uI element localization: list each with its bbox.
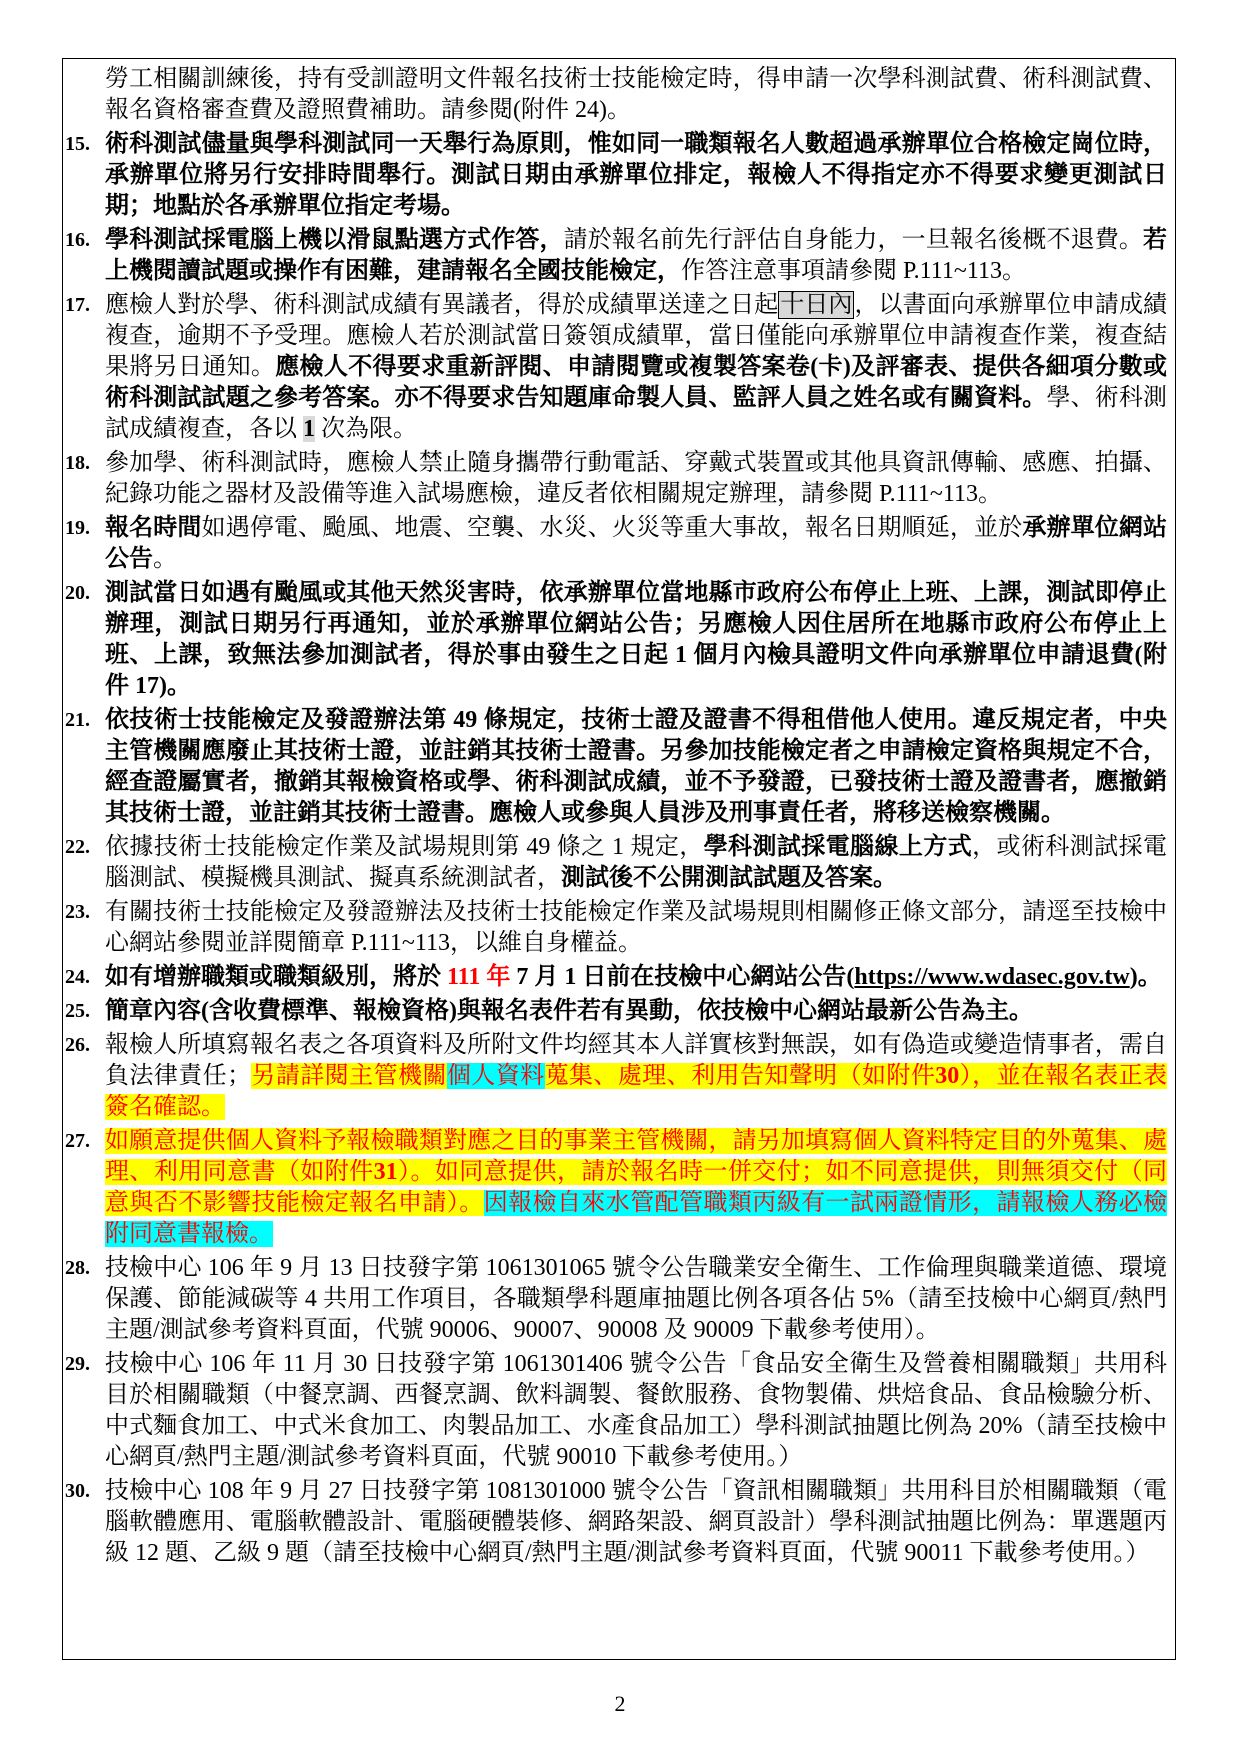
text-segment: 技檢中心 108 年 9 月 27 日技發字第 1081301000 號令公告「資訊相關職類」共用科目於相關職類（電腦軟體應用、電腦軟體設計、電腦硬體裝修、網路架設、網頁設計）學科測試抽題比例為：單選題丙級 12 題、乙級 9 題（請至技檢中心網頁/熱門主題/測試參考資料頁面，代號 90011 下載參考使用。）	[105, 1478, 1167, 1566]
item-text	[105, 1126, 1167, 1250]
item-number: 24.	[65, 966, 90, 988]
text-segment: 作答注意事項請參閱 P.111~113。	[681, 258, 1026, 284]
cyan-highlight-segment: 個人資料	[446, 1063, 545, 1089]
review-limit-count: 1	[303, 416, 315, 442]
notice-list-frame	[62, 58, 1176, 1660]
item-text	[105, 513, 1167, 575]
item-number: 29.	[65, 1353, 90, 1375]
notice-item-27	[65, 1126, 1167, 1250]
notice-item-continuation	[65, 64, 1167, 126]
text-segment-bold: 簡章內容(含收費標準、報檢資格)與報名表件若有異動，依技檢中心網站最新公告為主。	[105, 998, 1033, 1024]
text-segment: 依據技術士技能檢定作業及試場規則第 49 條之 1 規定，	[105, 834, 704, 860]
text-segment: ，或術科測試採電腦測試、模擬機具測試、擬真系統測試者，	[105, 834, 1168, 891]
item-number: 28.	[65, 1257, 90, 1279]
text-segment: 技檢中心 106 年 11 月 30 日技發字第 1061301406 號令公告「食品安全衛生及營養相關職類」共用科目於相關職類（中餐烹調、西餐烹調、飲料調製、餐飲服務、食物製備、烘焙食品、食品檢驗分析、中式麵食加工、中式米食加工、肉製品加工、水產食品加工）學科測試抽題比例為 20%（請至技檢中心網頁/熱門主題/測試參考資料頁面，代號 90010 下載參考使用。）	[105, 1351, 1167, 1470]
text-segment-bold: 測試當日如遇有颱風或其他天然災害時，依承辦單位當地縣市政府公布停止上班、上課，測試即停止辦理，測試日期另行再通知，並於承辦單位網站公告；另應檢人因住居所在地縣市政府公布停止上班、上課，致無法參加測試者，得於事由發生之日起 1 個月內檢具證明文件向承辦單位申請退費(附件 17)。	[105, 580, 1167, 699]
yellow-highlight-segment: 另請詳閱主管機關	[251, 1063, 447, 1089]
notice-item-15	[65, 129, 1167, 222]
item-number: 22.	[65, 836, 90, 858]
text-segment: 應檢人對於學、術科測試成績有異議者，得於成績單送達之日起	[105, 292, 779, 318]
item-text	[105, 996, 1167, 1027]
yellow-highlight-segment: 蒐集、處理、利用告知聲明（如附件	[544, 1063, 936, 1089]
item-number: 16.	[65, 229, 90, 251]
item-number: 27.	[65, 1130, 90, 1152]
cyan-highlight-segment: 因報檢自來水管配管職類丙級有一試兩證情形，請報檢人務必檢附同意書報檢。	[105, 1190, 1168, 1247]
yellow-highlight-segment: 如願意提供個人資料予報檢職類對應之目的事業主管機關，請另加填寫個人資料特定目的外蒐集、處理、利用同意書（如附件	[105, 1128, 1167, 1185]
item-text	[105, 225, 1167, 287]
notice-item-23	[65, 897, 1167, 959]
text-segment-bold: 術科測試儘量與學科測試同一天舉行為原則，惟如同一職類報名人數超過承辦單位合格檢定崗位時，承辦單位將另行安排時間舉行。測試日期由承辦單位排定，報檢人不得指定亦不得要求變更測試日期；地點於各承辦單位指定考場。	[105, 131, 1167, 219]
text-segment: 學、術科測試成績複查，各以	[105, 385, 1168, 442]
notice-item-18	[65, 448, 1167, 510]
text-segment-bold: 依技術士技能檢定及發證辦法第 49 條規定，技術士證及證書不得租借他人使用。違反規定者，中央主管機關應廢止其技術士證，並註銷其技術士證書。另參加技能檢定者之申請檢定資格與規定不合，經查證屬實者，撤銷其報檢資格或學、術科測試成績，並不予發證，已發技術士證及證書者，應撤銷其技術士證，並註銷其技術士證書。應檢人或參與人員涉及刑事責任者，將移送檢察機關。	[105, 707, 1167, 826]
notice-item-19	[65, 513, 1167, 575]
item-text	[105, 832, 1167, 894]
text-segment-bold: 若上機閱讀試題或操作有困難，建請報名全國技能檢定，	[105, 227, 1168, 284]
text-segment: 參加學、術科測試時，應檢人禁止隨身攜帶行動電話、穿戴式裝置或其他具資訊傳輸、感應、拍攝、紀錄功能之器材及設備等進入試場應檢，違反者依相關規定辦理，請參閱 P.111~113。	[105, 450, 1167, 507]
text-segment-bold: 學科測試採電腦線上方式	[703, 834, 973, 860]
notice-item-17	[65, 290, 1167, 445]
item-text	[105, 1476, 1167, 1569]
notice-item-22	[65, 832, 1167, 894]
item-text	[105, 290, 1167, 445]
item-text	[105, 129, 1167, 222]
text-segment-bold: )。	[1129, 964, 1162, 990]
attachment-number: 31	[373, 1159, 398, 1185]
text-segment: 報檢人所填寫報名表之各項資料及所附文件均經其本人詳實核對無誤，如有偽造或變造情事者，需自負法律責任；	[105, 1032, 1167, 1089]
text-segment-bold: 承辦單位網站公告	[105, 515, 1168, 572]
text-segment: ，以書面向承辦單位申請成績複查，逾期不予受理。應檢人若於測試當日簽領成績單，當日僅能向承辦單位申請複查作業，複查結果將另日通知。	[105, 292, 1168, 380]
item-number: 30.	[65, 1480, 90, 1502]
notice-item-21	[65, 705, 1167, 829]
text-segment: 如遇停電、颱風、地震、空襲、水災、火災等重大事故，報名日期順延，並於	[201, 515, 1023, 541]
website-url: https://www.wdasec.gov.tw	[854, 964, 1130, 990]
text-segment-bold: 7 月 1 日前在技檢中心網站公告(	[510, 964, 855, 990]
item-text	[105, 962, 1167, 993]
year-highlight: 111 年	[447, 964, 511, 990]
text-segment-bold: 學科測試採電腦上機以滑鼠點選方式作答，	[105, 227, 564, 253]
deadline-boxed-text: 十日內	[780, 292, 853, 318]
item-number: 15.	[65, 133, 90, 155]
notice-item-20	[65, 578, 1167, 702]
item-text	[105, 448, 1167, 510]
notice-item-28	[65, 1253, 1167, 1346]
notice-item-16	[65, 225, 1167, 287]
item-number: 17.	[65, 294, 90, 316]
item-number: 18.	[65, 452, 90, 474]
item-number: 19.	[65, 517, 90, 539]
text-segment-bold: 如有增辦職類或職類級別，將於	[105, 964, 447, 990]
yellow-highlight-segment: ），並在報名表正表簽名確認。	[105, 1063, 1168, 1120]
notice-item-29	[65, 1349, 1167, 1473]
notice-item-25	[65, 996, 1167, 1027]
item-text	[105, 578, 1167, 702]
item-text	[105, 897, 1167, 959]
text-segment: 技檢中心 106 年 9 月 13 日技發字第 1061301065 號令公告職業安全衛生、工作倫理與職業道德、環境保護、節能減碳等 4 共用工作項目，各職類學科題庫抽題比例各項各佔 5%（請至技檢中心網頁/熱門主題/測試參考資料頁面，代號 90006、90007、90008 及 90009 下載參考使用）。	[105, 1255, 1167, 1343]
item-text	[105, 1030, 1167, 1123]
text-segment: 。	[153, 546, 177, 572]
notice-item-24	[65, 962, 1167, 993]
item-text	[105, 1253, 1167, 1346]
item-number: 26.	[65, 1034, 90, 1056]
text-segment-bold: 測試後不公開測試試題及答案。	[561, 865, 897, 891]
text-segment: 次為限。	[315, 416, 417, 442]
yellow-highlight-segment: ）。如同意提供，請於報名時一併交付；如不同意提供，則無須交付（同意與否不影響技能檢定報名申請）。	[105, 1159, 1168, 1216]
text-segment-bold: 應檢人不得要求重新評閱、申請閱覽或複製答案卷(卡)及評審表、提供各細項分數或術科測試試題之參考答案。亦不得要求告知題庫命製人員、監評人員之姓名或有關資料。	[105, 354, 1168, 411]
page-number: 2	[614, 1691, 626, 1716]
item-number: 21.	[65, 709, 90, 731]
notice-item-26	[65, 1030, 1167, 1123]
item-number: 23.	[65, 901, 90, 923]
attachment-number: 30	[935, 1063, 960, 1089]
item-text	[105, 705, 1167, 829]
notice-item-30	[65, 1476, 1167, 1569]
item-text	[105, 64, 1167, 126]
text-segment: 有關技術士技能檢定及發證辦法及技術士技能檢定作業及試場規則相關修正條文部分，請逕至技檢中心網站參閱並詳閱簡章 P.111~113，以維自身權益。	[105, 899, 1167, 956]
item-text	[105, 1349, 1167, 1473]
text-segment: 請於報名前先行評估自身能力，一旦報名後概不退費。	[563, 227, 1144, 253]
text-segment: 勞工相關訓練後，持有受訓證明文件報名技術士技能檢定時，得申請一次學科測試費、術科測試費、報名資格審查費及證照費補助。請參閱(附件 24)。	[105, 66, 1167, 123]
item-number: 25.	[65, 1000, 90, 1022]
item-number: 20.	[65, 582, 90, 604]
text-segment-bold: 報名時間	[105, 515, 202, 541]
